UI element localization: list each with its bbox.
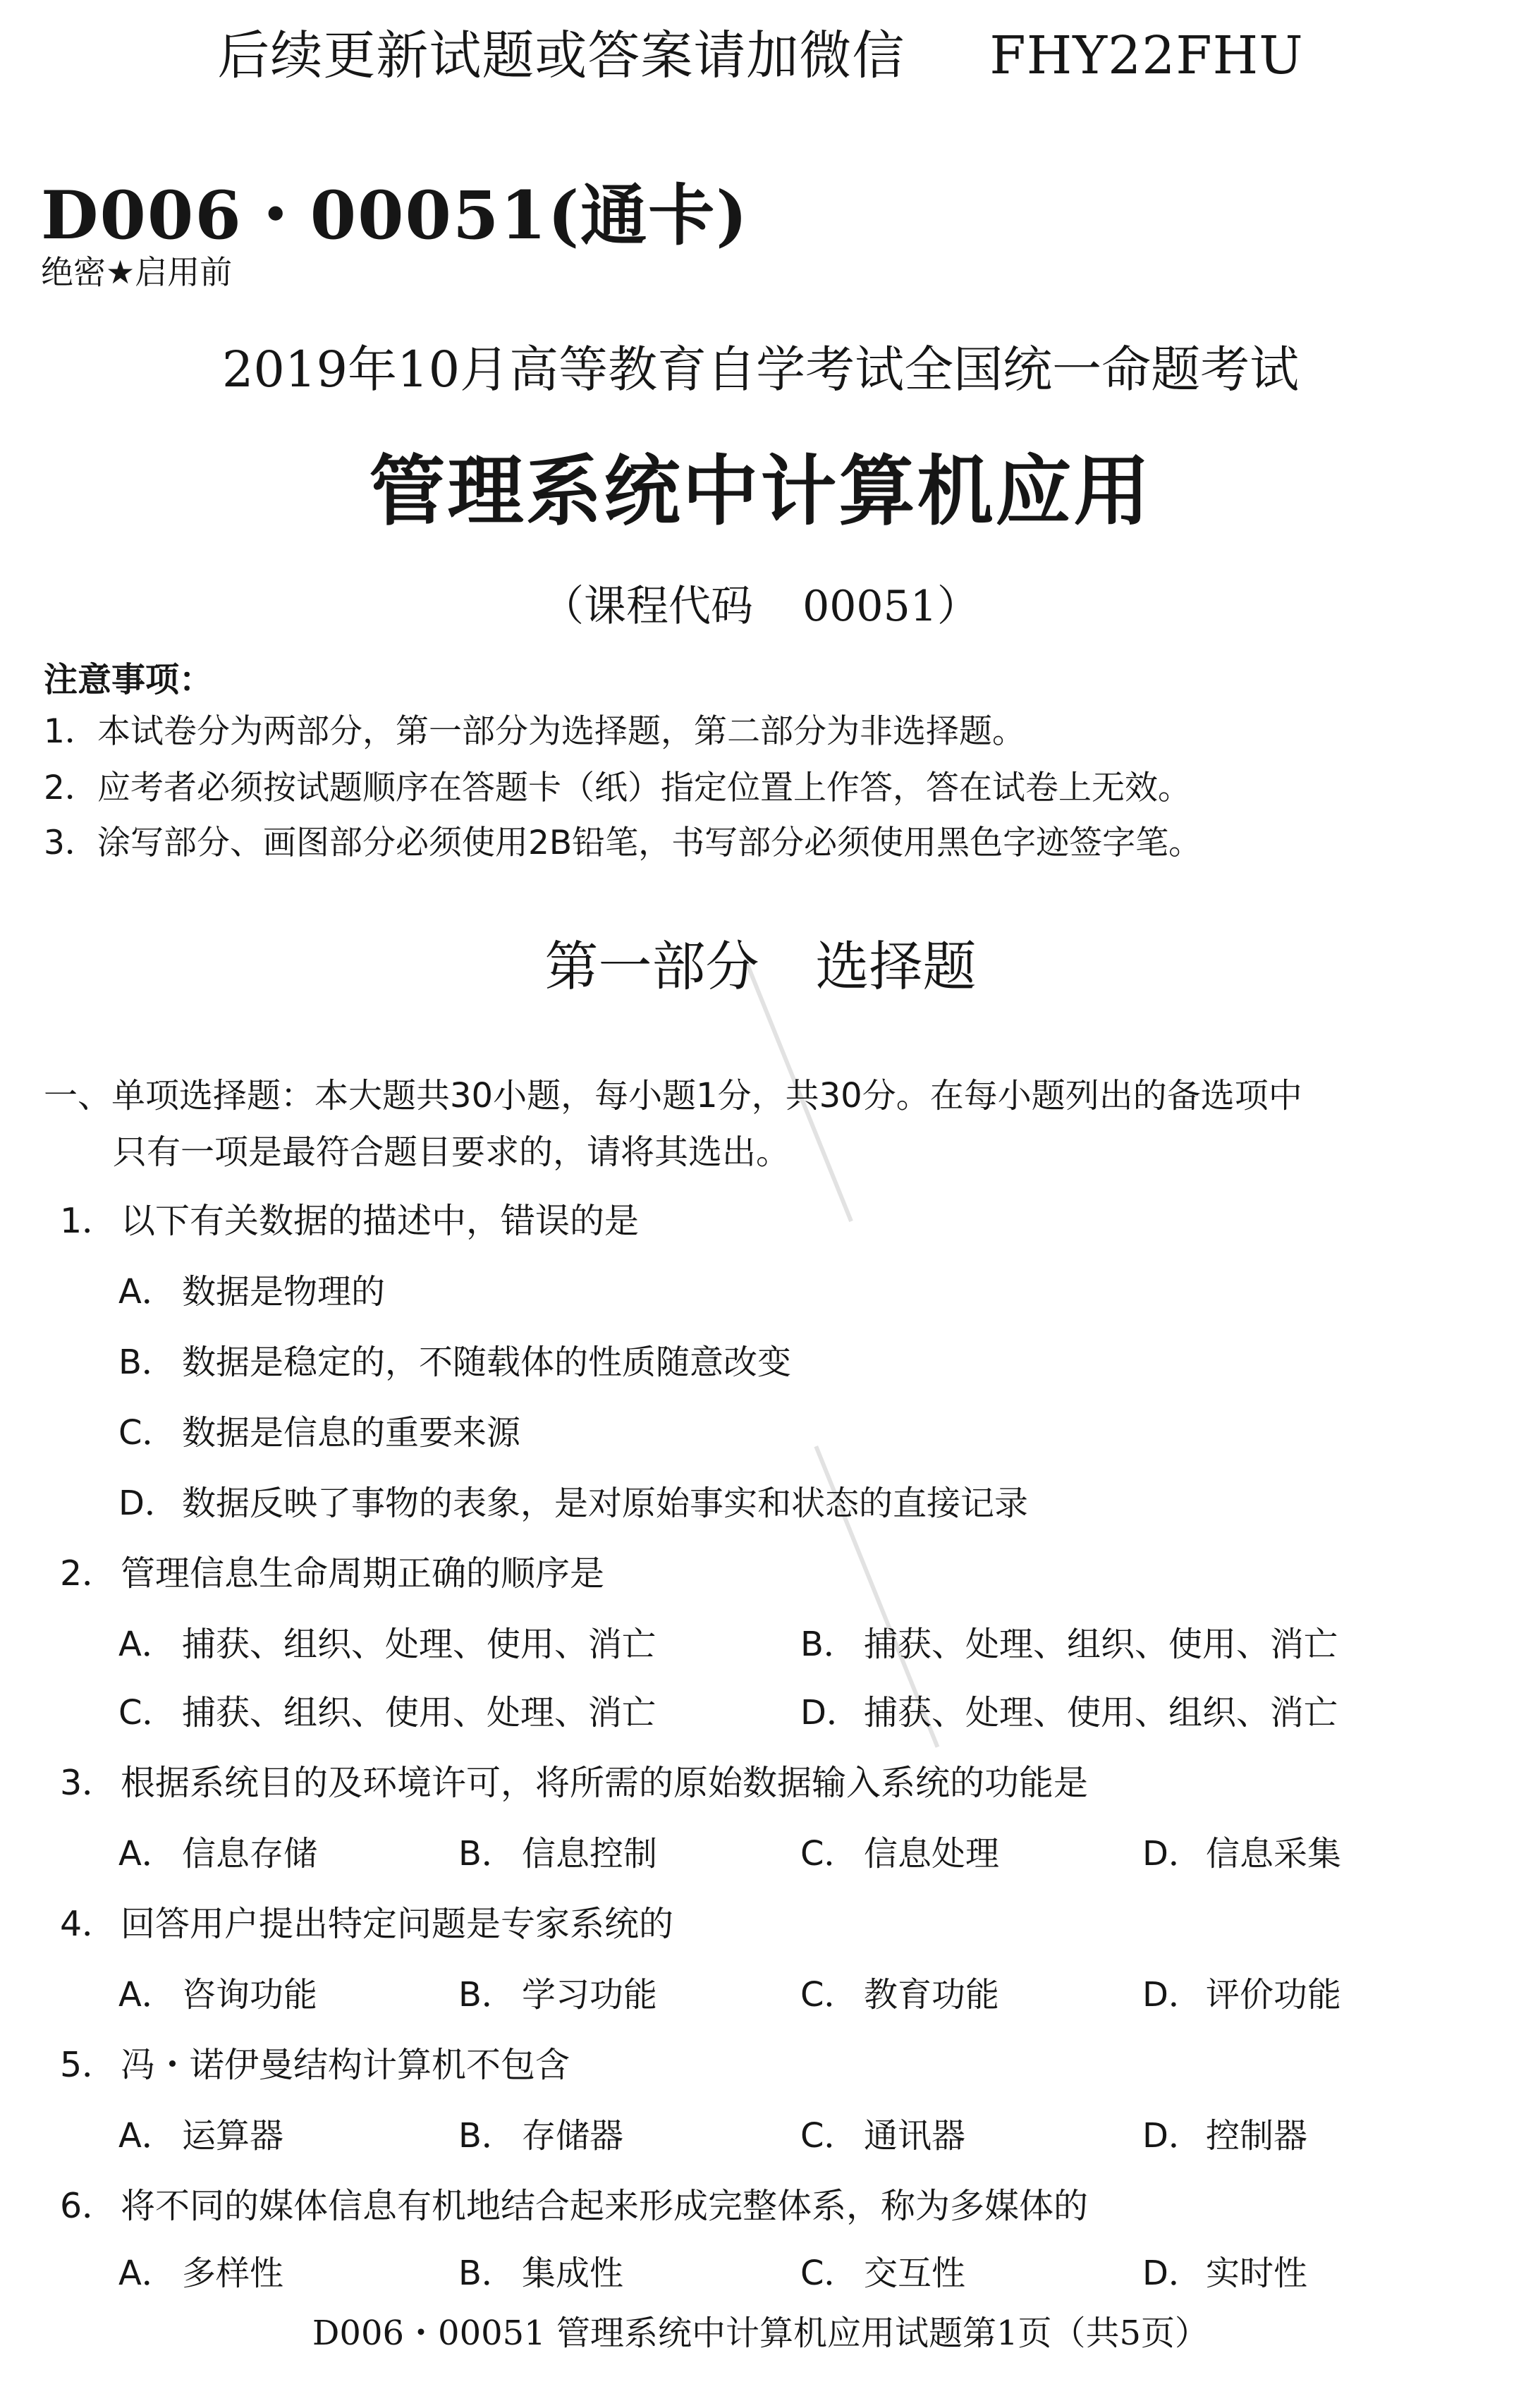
question-text: 根据系统目的及环境许可，将所需的原始数据输入系统的功能是	[121, 1763, 1089, 1803]
option	[118, 1476, 1028, 1524]
question-text: 将不同的媒体信息有机地结合起来形成完整体系，称为多媒体的	[121, 2186, 1089, 2226]
exam-code: D006・00051(通卡)	[41, 177, 749, 255]
option-text: 存储器	[522, 2116, 624, 2156]
note-item	[44, 762, 1191, 809]
course-code	[0, 573, 1521, 633]
question-text: 管理信息生命周期正确的顺序是	[121, 1553, 605, 1594]
question-text: 冯・诺伊曼结构计算机不包含	[121, 2045, 570, 2085]
option	[118, 1967, 317, 2016]
option	[458, 1826, 657, 1875]
option	[118, 1617, 656, 1666]
option	[118, 1405, 520, 1454]
option-letter: B．	[458, 2116, 515, 2156]
option-text: 学习功能	[522, 1975, 658, 2015]
top-banner	[0, 14, 1521, 89]
option	[118, 1826, 317, 1875]
option-text: 信息处理	[864, 1834, 1000, 1874]
option	[1142, 1826, 1341, 1875]
option-letter: A．	[118, 2254, 176, 2293]
option-letter: C．	[800, 1975, 858, 2015]
option-letter: A．	[118, 1834, 176, 1874]
question-number: 5．	[60, 2045, 117, 2085]
option-letter: D．	[1142, 2254, 1202, 2293]
option-text: 捕获、处理、组织、使用、消亡	[864, 1625, 1338, 1664]
option-letter: B．	[118, 1343, 176, 1382]
question-stem	[60, 2179, 1088, 2228]
secret-label: 绝密★启用前	[41, 253, 233, 291]
option	[118, 1264, 385, 1313]
course-title: 管理系统中计算机应用	[369, 447, 1152, 536]
question-text: 回答用户提出特定问题是专家系统的	[121, 1904, 674, 1944]
notes-title: 注意事项：	[44, 660, 214, 699]
option-letter: D．	[1142, 1975, 1202, 2015]
option	[800, 2246, 965, 2294]
option-text: 信息存储	[182, 1834, 318, 1874]
option	[1142, 1967, 1341, 2016]
option-letter: C．	[800, 2254, 858, 2293]
option	[118, 2246, 283, 2294]
option-letter: D．	[118, 1484, 178, 1523]
question-number: 2．	[60, 1553, 117, 1594]
question-stem	[60, 2038, 570, 2087]
option-text: 数据是稳定的，不随载体的性质随意改变	[182, 1343, 792, 1382]
option-letter: B．	[458, 1834, 515, 1874]
note-number: 1．	[44, 712, 98, 751]
option-letter: A．	[118, 1272, 176, 1312]
option-text: 捕获、组织、处理、使用、消亡	[182, 1625, 656, 1664]
option-letter: D．	[1142, 2116, 1202, 2156]
option-text: 教育功能	[864, 1975, 1000, 2015]
page-footer: D006・00051 管理系统中计算机应用试题第1页（共5页）	[312, 2314, 1209, 2353]
question-stem	[60, 1546, 604, 1596]
note-number: 3．	[44, 824, 98, 862]
option-letter: B．	[800, 1625, 857, 1664]
note-text: 应考者必须按试题顺序在答题卡（纸）指定位置上作答，答在试卷上无效。	[97, 769, 1191, 807]
option	[1142, 2108, 1307, 2157]
option-letter: A．	[118, 1625, 176, 1664]
option	[458, 2108, 623, 2157]
course-code-value: 00051）	[802, 582, 979, 631]
option	[800, 2108, 965, 2157]
option	[800, 1685, 1338, 1734]
note-item	[44, 705, 1025, 752]
question-text: 以下有关数据的描述中，错误的是	[121, 1201, 640, 1241]
option-letter: B．	[458, 2254, 515, 2293]
option	[118, 1335, 791, 1383]
option	[458, 2246, 623, 2294]
question-stem	[60, 1897, 673, 1946]
option-letter: A．	[118, 2116, 176, 2156]
option-text: 控制器	[1206, 2116, 1308, 2156]
question-number: 4．	[60, 1904, 117, 1944]
option-text: 信息采集	[1206, 1834, 1342, 1874]
exam-title: 2019年10月高等教育自学考试全国统一命题考试	[221, 341, 1300, 398]
note-item	[44, 817, 1202, 864]
note-text: 涂写部分、画图部分必须使用2B铅笔，书写部分必须使用黑色字迹签字笔。	[97, 824, 1202, 862]
option	[800, 1617, 1338, 1666]
question-number: 3．	[60, 1763, 117, 1803]
option-letter: C．	[800, 2116, 858, 2156]
option-letter: C．	[800, 1834, 858, 1874]
option	[800, 1826, 999, 1875]
part-title-main: 第一部分	[544, 935, 759, 998]
option	[118, 1685, 656, 1734]
option-text: 交互性	[864, 2254, 966, 2293]
option-text: 数据是物理的	[182, 1272, 386, 1312]
option-letter: B．	[458, 1975, 515, 2015]
option	[458, 1967, 657, 2016]
section-instructions: 一、单项选择题：本大题共30小题，每小题1分，共30分。在每小题列出的备选项中	[44, 1076, 1302, 1116]
option	[1142, 2246, 1307, 2294]
course-code-label: （课程代码	[542, 582, 754, 631]
question-number: 6．	[60, 2186, 117, 2226]
part-title-sub: 选择题	[815, 935, 977, 998]
question-stem	[60, 1194, 639, 1243]
option-text: 捕获、组织、使用、处理、消亡	[182, 1693, 656, 1732]
option-letter: C．	[118, 1693, 176, 1732]
option-text: 咨询功能	[182, 1975, 318, 2015]
option-text: 实时性	[1206, 2254, 1308, 2293]
banner-wechat-id: FHY22FHU	[989, 25, 1304, 86]
option-letter: D．	[1142, 1834, 1202, 1874]
part-title	[0, 924, 1521, 1001]
option-text: 运算器	[182, 2116, 284, 2156]
option	[118, 2108, 283, 2157]
option-text: 评价功能	[1206, 1975, 1342, 2015]
option	[800, 1967, 999, 2016]
option-letter: A．	[118, 1975, 176, 2015]
note-number: 2．	[44, 769, 98, 807]
question-stem	[60, 1756, 1088, 1805]
option-letter: D．	[800, 1693, 860, 1732]
section-instructions: 只有一项是最符合题目要求的，请将其选出。	[113, 1132, 790, 1172]
option-text: 通讯器	[864, 2116, 966, 2156]
option-text: 数据是信息的重要来源	[182, 1413, 521, 1453]
option-text: 数据反映了事物的表象，是对原始事实和状态的直接记录	[182, 1484, 1029, 1523]
option-letter: C．	[118, 1413, 176, 1453]
banner-text: 后续更新试题或答案请加微信	[217, 25, 905, 86]
option-text: 集成性	[522, 2254, 624, 2293]
option-text: 多样性	[182, 2254, 284, 2293]
note-text: 本试卷分为两部分，第一部分为选择题，第二部分为非选择题。	[97, 712, 1025, 751]
option-text: 信息控制	[522, 1834, 658, 1874]
question-number: 1．	[60, 1201, 117, 1241]
option-text: 捕获、处理、使用、组织、消亡	[864, 1693, 1338, 1732]
